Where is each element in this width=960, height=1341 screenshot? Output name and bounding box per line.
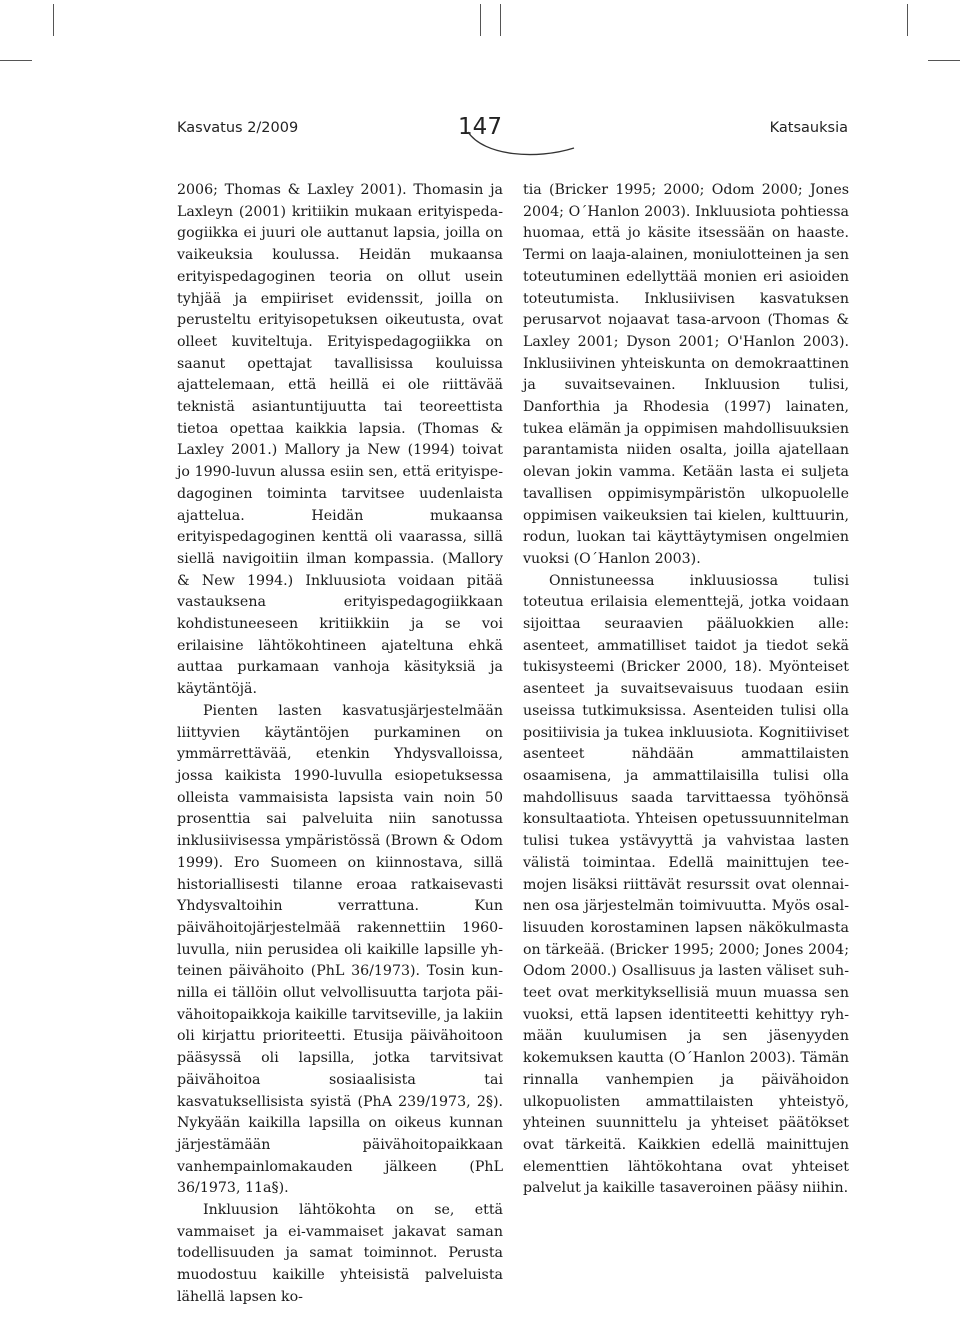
paragraph: tia (Bricker 1995; 2000; Odom 2000; Jones 2004; O´Hanlon 2003). Inkluusiota pohtiessa huomaa, että jo käsite itsessään on haaste. Termi on laaja-alainen, moniulotteinen ja sen toteutuminen edellyttää monien eri asioiden toteutumista. Inklusiivisen kasvatuksen perusarvot nojaavat tasa-arvoon (Thomas & Laxley 2001; Dyson 2001; O'Hanlon 2003). Inklusiivinen yhteiskunta on demokraattinen ja suvaitsevainen. Inkluusion tulisi, Danforthia ja Rhodesia (1997) lainaten, tukea elämän ja oppimisen mahdollisuuksien parantamista niiden osalta, joilla ajatellaan olevan jokin vamma. Ketään lasta ei suljeta tavallisen oppimisympäristön ulkopuolelle oppimisen vaikeuksien tai kielen, kulttuurin, rodun, luokan tai käyttäytymisen ongelmien vuoksi (O´Hanlon 2003). xyxy=(523,182,849,567)
crop-mark-side-left xyxy=(0,60,32,61)
journal-issue: Kasvatus 2/2009 xyxy=(177,120,299,136)
text-column-left xyxy=(177,180,503,1309)
paragraph: Onnistuneessa inkluusiossa tulisi toteutua erilaisia elementtejä, jotka voidaan sijoittaa seuraavien pääluokkien alle: asenteet, ammatilliset taidot ja tiedot sekä tukisysteemi (Bricker 2000, 18). Myönteiset asenteet ja suvaitsevaisuus tuodaan esiin useissa tutkimuksissa. Asenteiden tulisi olla positiivisia ja tukea inkluusiota. Kognitiiviset asenteet nähdään ammattilaisten osaamisena, ja ammattilaisilla tulisi olla mahdollisuus saada tarvittaessa työhönsä konsultaatiota. Yhteisen opetussuunnitelman tulisi tukea ystävyyttä ja vahvistaa lasten välistä toimintaa. Edellä mainittujen teemojen lisäksi riittävät resurssit ovat olennainen osa järjestelmän toimivuutta. Myös osallisuuden korostaminen lapsen näkökulmasta on tärkeää. (Bricker 1995; 2000; Jones 2004; Odom 2000.) Osallisuus ja lasten väliset suhteet ovat merkityksellisiä muun muassa sen vuoksi, että lapsen identiteetti kehittyy ryhmään kuulumisen ja sen jäsenyyden kokemuksen kautta (O´Hanlon 2003). Tämän rinnalla vanhempien ja päivähoidon ulkopuolisten ammattilaisten yhteistyö, yhteinen suunnittelu ja yhteiset päätökset ovat tärkeitä. Kaikkien edellä mainittujen elementtien lähtökohtana ovat yhteiset palvelut ja kaikille tasaveroinen pääsy niihin. xyxy=(523,572,849,1197)
crop-mark-side-right xyxy=(928,60,960,61)
crop-mark-top-center-left xyxy=(480,4,481,36)
paragraph: Inkluusion lähtökohta on se, että vammaiset ja ei-vammaiset jakavat saman todellisuuden ja samat toiminnot. Perusta muodostuu kaikille yhteisistä palveluista lähellä lapsen ko- xyxy=(177,1202,503,1305)
crop-mark-top-right xyxy=(907,4,908,36)
crop-mark-top-center-right xyxy=(500,4,501,36)
section-name: Katsauksia xyxy=(769,120,848,136)
paragraph: Pienten lasten kasvatusjärjestelmään liittyvien käytäntöjen purkaminen on ymmärrettävää, etenkin Yhdysvalloissa, jossa kaikista 1990-luvulla esiopetuksessa olleista vammaisista lapsista vain noin 50 prosenttia sai palveluita niin sanotussa inklusiivisessa ympäristössä (Brown & Odom 1999). Ero Suomeen on kiinnostava, sillä historiallisesti tilanne eroaa ratkaisevasti Yhdysvaltoihin verrattuna. Kun päivähoitojärjestelmää rakennettiin 1960-luvulla, niin perusidea oli kaikille lapsille yhteinen päivähoito (PhL 36/1973). Tosin kunnilla ei tällöin ollut velvollisuutta tarjota päivähoitopaikkoja kaikille tarvitseville, ja lakiin oli kirjattu prioriteetti. Etusija päivähoitoon pääsyssä oli lapsilla, jotka tarvitsivat päivähoitoa sosiaalisista tai kasvatuksellisista syistä (PhA 239/1973, 2§). Nykyään kaikilla lapsilla on oikeus kunnan järjestämään päivähoitopaikkaan vanhempainlomakauden jälkeen (PhL 36/1973, 11a§). xyxy=(177,702,503,1197)
crop-mark-top-left xyxy=(53,4,54,36)
paragraph: 2006; Thomas & Laxley 2001). Thomasin ja Laxleyn (2001) kritiikin mukaan erityispedagogiikka ei juuri ole auttanut lapsia, joilla on vaikeuksia koulussa. Heidän mukaansa erityispedagoginen teoria on ollut usein tyhjää ja empiiriset evidenssit, joilla on perusteltu erityisopetuksen oikeutusta, ovat olleet kuviteltuja. Erityispedagogiikka on saanut opettajat tavallisissa kouluissa ajattelemaan, että heillä ei ole riittävää teknistä asiantuntijuutta tai teoreettista tietoa opettaa kaikkia lapsia. (Thomas & Laxley 2001.) Mallory ja New (1994) toivat jo 1990-luvun alussa esiin sen, että erityispedagoginen toiminta tarvitsee uudenlaista ajattelua. Heidän mukaansa erityispedagoginen kenttä oli vaarassa, sillä siellä navigoitiin ilman kompassia. (Mallory & New 1994.) Inkluusiota voidaan pitää vastauksena erityispedagogiikkaan kohdistuneeseen kritiikkiin ja se voi erilaisine lähtökohtineen ajateltuna ehkä auttaa purkamaan vanhoja käsityksiä ja käytäntöjä. xyxy=(177,182,503,698)
page-number-swoosh xyxy=(466,126,576,162)
page-number: 147 xyxy=(458,114,502,140)
text-column-right xyxy=(523,180,849,1200)
